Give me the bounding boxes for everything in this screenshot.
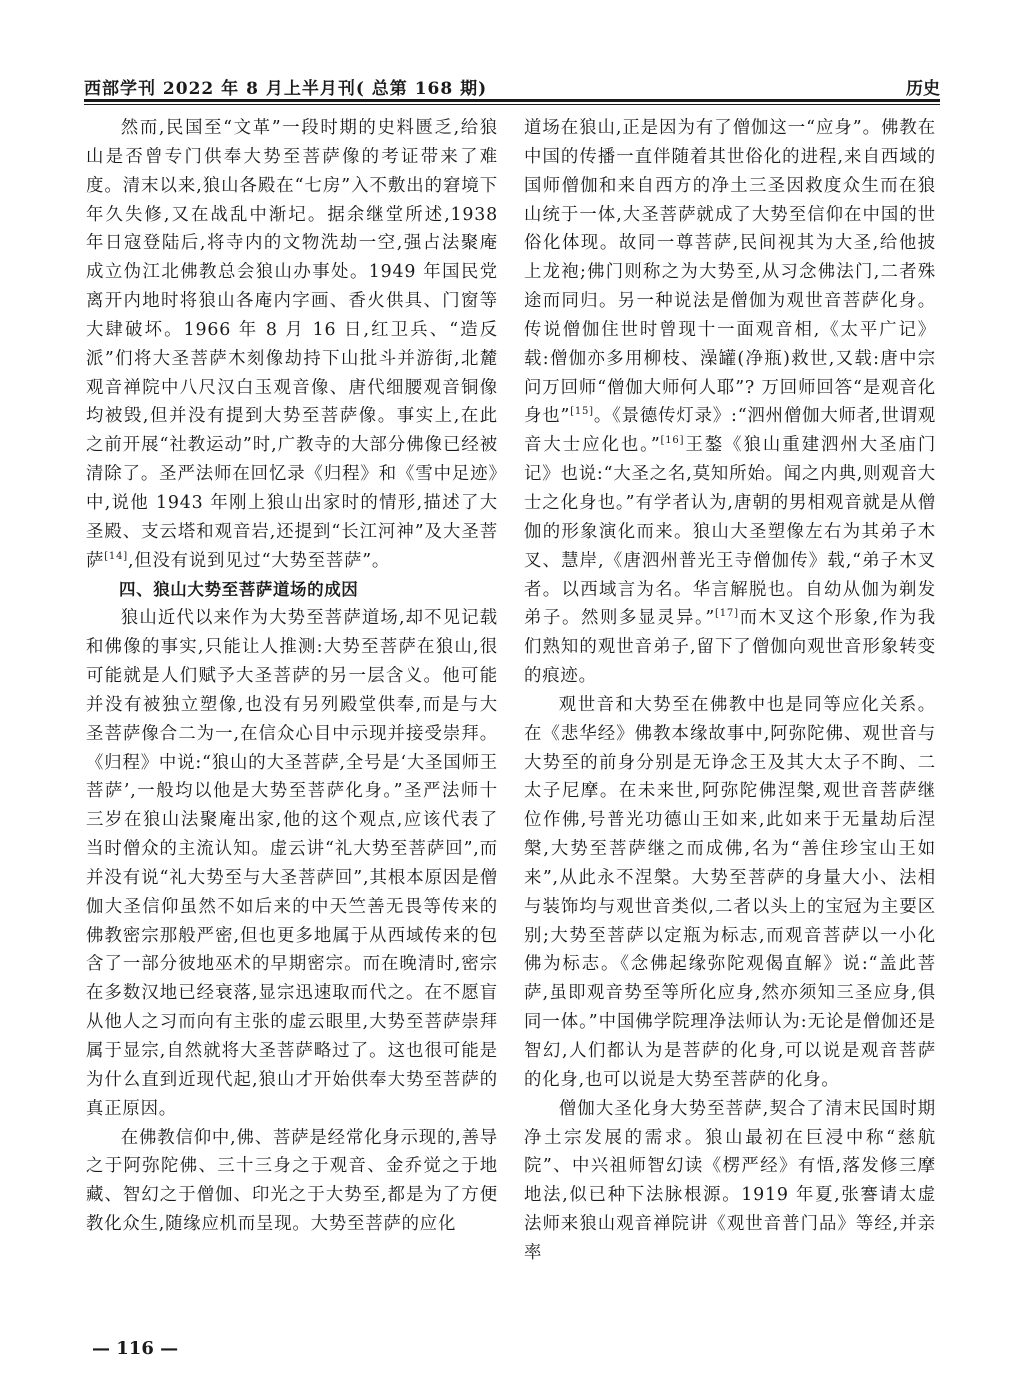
- header-rule-thick: [84, 99, 940, 102]
- paragraph-text: 王鏊《狼山重建泗州大圣庙门记》也说:“大圣之名,莫知所始。闻之内典,则观音大士之化身也。”有学者认为,唐朝的男相观音就是从僧伽的形象演化而来。狼山大圣塑像左右为其弟子木叉、慧岸,《唐泗州普光王寺僧伽传》载,“弟子木叉者。以西域言为名。华言解脱也。自幼从伽为剃发弟子。然则多显灵异。”: [524, 435, 936, 629]
- running-header: [84, 74, 940, 100]
- section-label: 历史: [906, 79, 940, 99]
- paragraph: [524, 114, 936, 691]
- paragraph: 观世音和大势至在佛教中也是同等应化关系。在《悲华经》佛教本缘故事中,阿弥陀佛、观世音与大势至的前身分别是无诤念王及其大太子不眴、二太子尼摩。在未来世,阿弥陀佛涅槃,观世音菩萨继位作佛,号普光功德山王如来,此如来于无量劫后涅槃,大势至菩萨继之而成佛,名为“善住珍宝山王如来”,从此永不涅槃。大势至菩萨的身量大小、法相与装饰均与观世音类似,二者以头上的宝冠为主要区别;大势至菩萨以定瓶为标志,而观音菩萨以一小化佛为标志。《念佛起缘弥陀观偈直解》说:“盖此菩萨,虽即观音势至等所化应身,然亦须知三圣应身,俱同一体。”中国佛学院理净法师认为:无论是僧伽还是智幻,人们都认为是菩萨的化身,可以说是观音菩萨的化身,也可以说是大势至菩萨的化身。: [524, 694, 936, 1090]
- left-column: [86, 114, 498, 1294]
- paragraph-text: 而木叉这个形象,作为我们熟知的观世音弟子,留下了僧伽向观世音形象转变的痕迹。: [524, 608, 936, 687]
- paragraph-text: 然而,民国至“文革”一段时期的史料匮乏,给狼山是否曾专门供奉大势至菩萨像的考证带来了难度。清末以来,狼山各殿在“七房”入不敷出的窘境下年久失修,又在战乱中渐圮。据余继堂所述,1938 年日寇登陆后,将寺内的文物洗劫一空,强占法聚庵成立伪江北佛教总会狼山办事处。1949 年国民党离开内地时将狼山各庵内字画、香火供具、门窗等大肆破坏。1966 年 8 月 16 日,红卫兵、“造反派”们将大圣菩萨木刻像劫持下山批斗并游街,北麓观音禅院中八尺汉白玉观音像、唐代细腰观音铜像均被毁,但并没有提到大势至菩萨像。事实上,在此之前开展“社教运动”时,广教寺的大部分佛像已经被清除了。圣严法师在回忆录《归程》和《雪中足迹》中,说他 1943 年刚上狼山出家时的情形,描述了大圣殿、支云塔和观音岩,还提到“长江河神”及大圣菩萨: [86, 118, 498, 571]
- citation-ref: [14]: [104, 550, 128, 562]
- paragraph: [86, 114, 498, 576]
- page-number: — 116 —: [92, 1338, 179, 1359]
- paragraph-text: 。《景德传灯录》:“泗州僧伽大师者,世谓观音大士应化也。”: [524, 406, 936, 456]
- paragraph-text: ,但没有说到见过“大势至菩萨”。: [127, 550, 391, 571]
- citation-ref: [16]: [660, 435, 685, 447]
- citation-ref: [17]: [715, 608, 739, 620]
- paragraph: 僧伽大圣化身大势至菩萨,契合了清末民国时期净土宗发展的需求。狼山最初在巨浸中称“慈航院”、中兴祖师智幻读《楞严经》有悟,落发修三摩地法,似已种下法脉根源。1919 年夏,张謇请太虚法师来狼山观音禅院讲《观世音普门品》等经,并亲率: [524, 1098, 936, 1263]
- section-heading: 四、狼山大势至菩萨道场的成因: [119, 579, 359, 599]
- right-column: [524, 114, 936, 1294]
- citation-ref: [15]: [570, 406, 594, 418]
- paragraph: 在佛教信仰中,佛、菩萨是经常化身示现的,善导之于阿弥陀佛、三十三身之于观音、金乔觉之于地藏、智幻之于僧伽、印光之于大势至,都是为了方便教化众生,随缘应机而呈现。大势至菩萨的应化: [86, 1127, 498, 1235]
- paragraph-text: 道场在狼山,正是因为有了僧伽这一“应身”。佛教在中国的传播一直伴随着其世俗化的进程,来自西域的国师僧伽和来自西方的净土三圣因救度众生而在狼山统于一体,大圣菩萨就成了大势至信仰在中国的世俗化体现。故同一尊菩萨,民间视其为大圣,给他披上龙袍;佛门则称之为大势至,从习念佛法门,二者殊途而同归。另一种说法是僧伽为观世音菩萨化身。传说僧伽住世时曾现十一面观音相,《太平广记》载:僧伽亦多用柳枝、澡罐(净瓶)救世,又载:唐中宗问万回师“僧伽大师何人耶”? 万回师回答“是观音化身也”: [524, 118, 936, 427]
- paragraph: 狼山近代以来作为大势至菩萨道场,却不见记载和佛像的事实,只能让人推测:大势至菩萨在狼山,很可能就是人们赋予大圣菩萨的另一层含义。他可能并没有被独立塑像,也没有另列殿堂供奉,而是与大圣菩萨像合二为一,在信众心目中示现并接受崇拜。《归程》中说:“狼山的大圣菩萨,全号是‘大圣国师王菩萨’,一般均以他是大势至菩萨化身。”圣严法师十三岁在狼山法聚庵出家,他的这个观点,应该代表了当时僧众的主流认知。虚云讲“礼大势至菩萨回”,而并没有说“礼大势至与大圣菩萨回”,其根本原因是僧伽大圣信仰虽然不如后来的中天竺善无畏等传来的佛教密宗那般严密,但也更多地属于从西域传来的包含了一部分彼地巫术的早期密宗。而在晚清时,密宗在多数汉地已经衰落,显宗迅速取而代之。在不愿盲从他人之习而向有主张的虚云眼里,大势至菩萨崇拜属于显宗,自然就将大圣菩萨略过了。这也很可能是为什么直到近现代起,狼山才开始供奉大势至菩萨的真正原因。: [86, 608, 498, 1119]
- header-rule-thin: [84, 104, 940, 105]
- journal-title: 西部学刊 2022 年 8 月上半月刊( 总第 168 期): [84, 79, 488, 99]
